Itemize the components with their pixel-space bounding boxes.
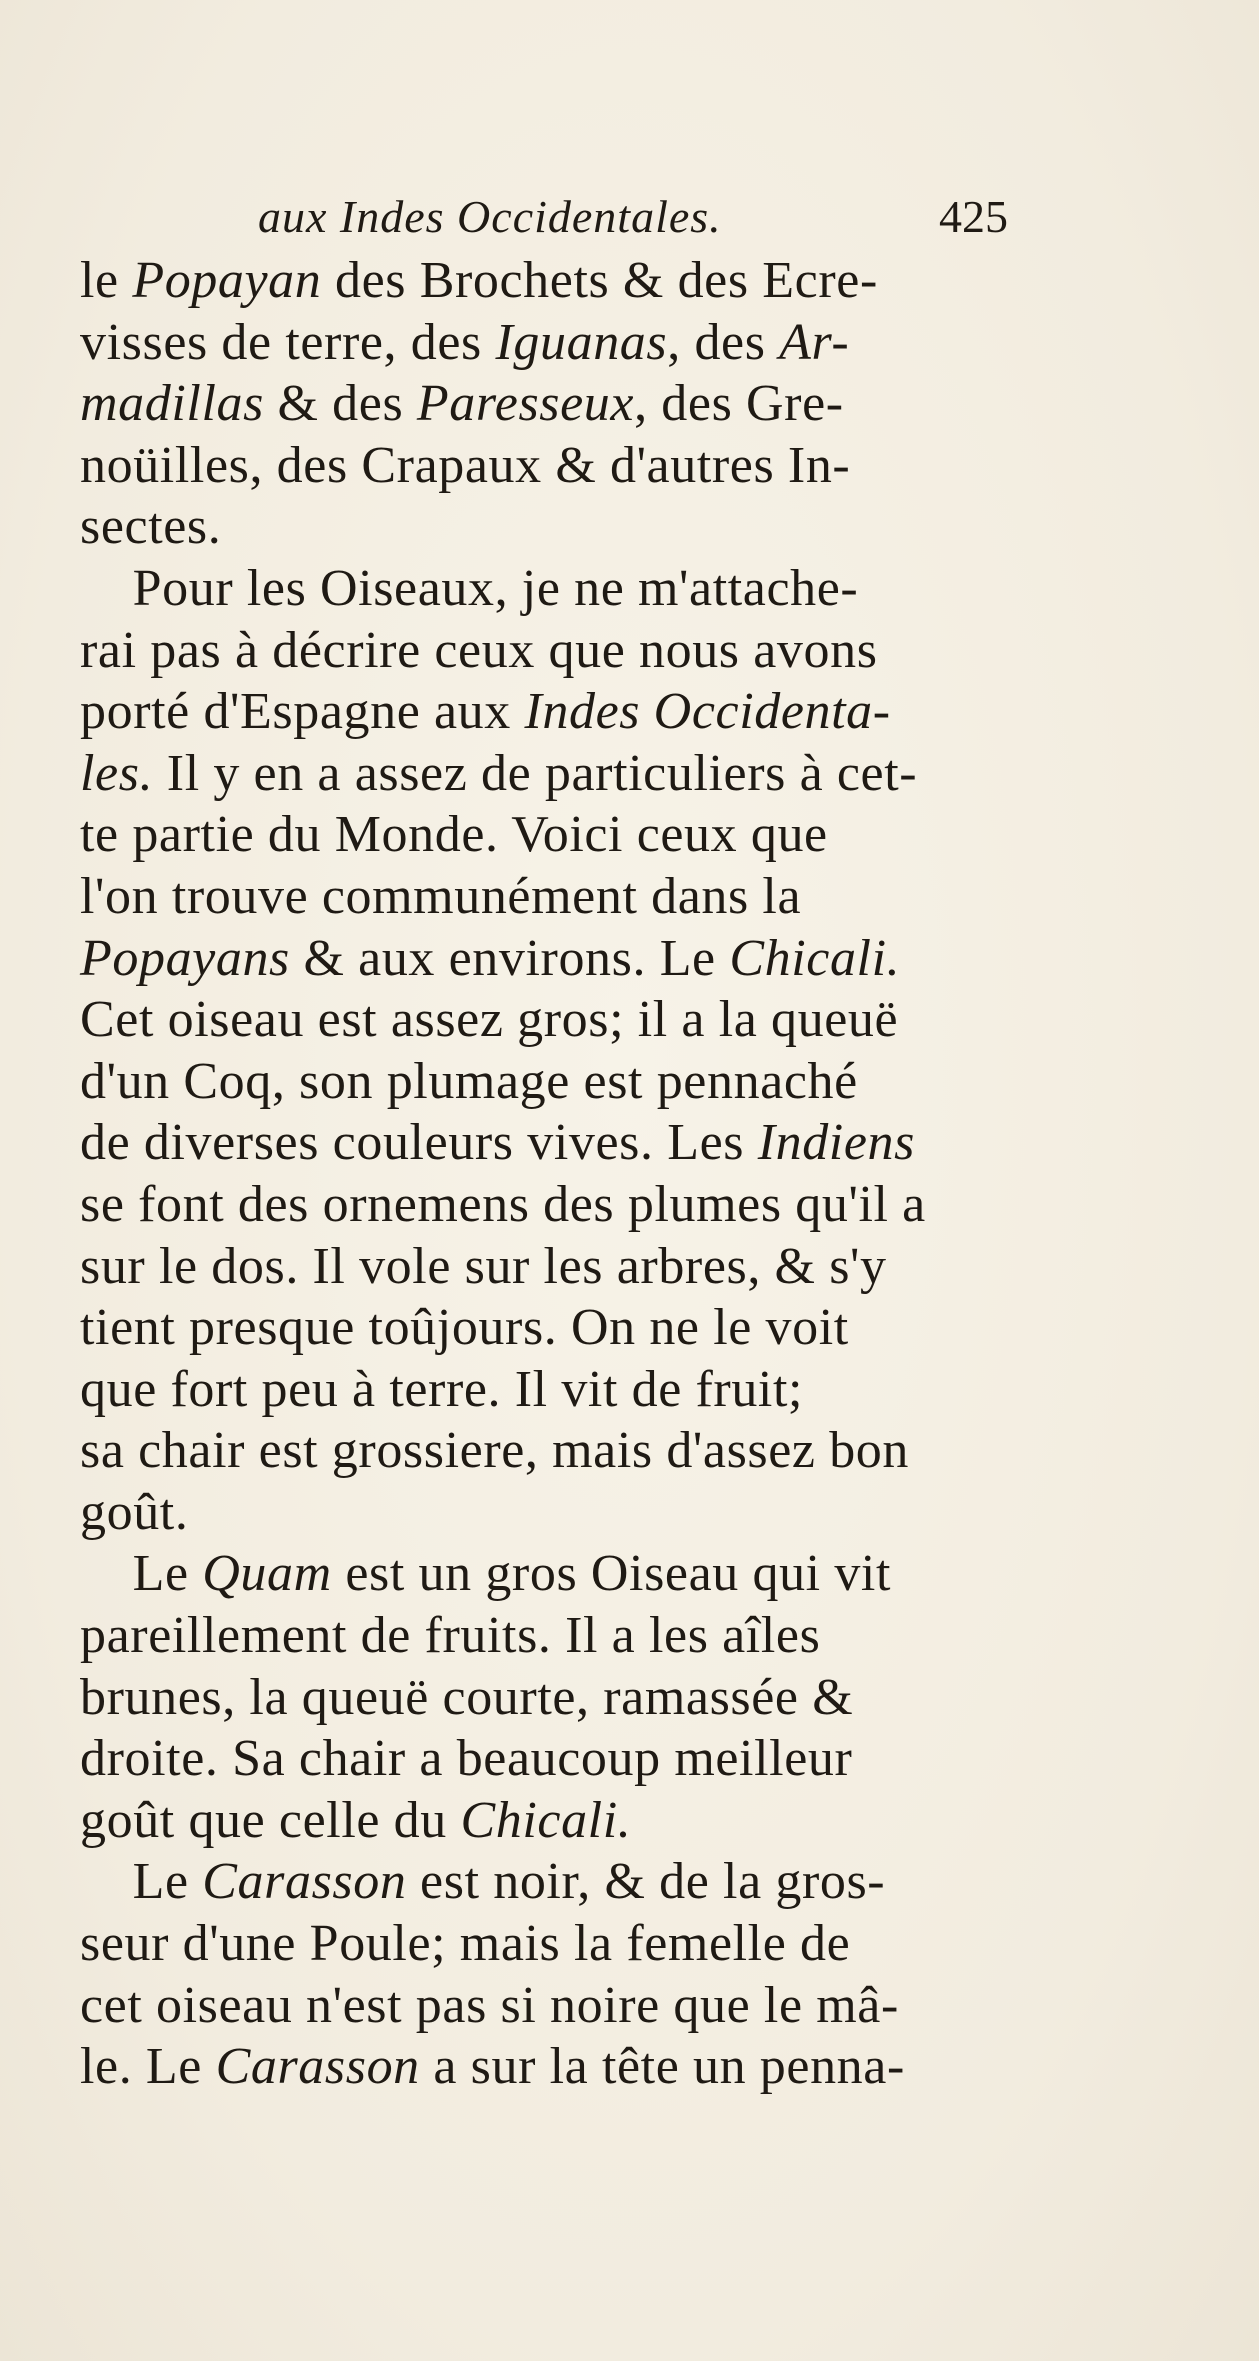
text-line (80, 1236, 1070, 1298)
text-line (80, 1297, 1070, 1359)
text-line (80, 1420, 1070, 1482)
italic-text: Popayan (132, 252, 322, 309)
text-run: noüilles, des Crapaux & d'autres In- (80, 436, 851, 494)
text-line (80, 2036, 1070, 2098)
text-run: porté d'Espagne aux (80, 683, 525, 741)
italic-text: Chicali. (729, 929, 901, 987)
text-run: & des (263, 375, 417, 433)
text-line (80, 1112, 1070, 1174)
text-run: l'on trouve communément dans la (80, 867, 802, 925)
italic-text: Carasson (202, 1853, 407, 1911)
italic-text: Carasson (215, 2038, 420, 2096)
text-line (80, 373, 1070, 435)
italic-text: les. (80, 744, 154, 802)
text-run: le. Le (80, 2038, 216, 2096)
text-run: sectes. (80, 498, 222, 556)
text-run: Cet oiseau est assez gros; il a la queuë (80, 991, 899, 1049)
running-title: aux Indes Occidentales. (258, 191, 722, 242)
text-run: Le (80, 1545, 203, 1603)
text-line (80, 1913, 1070, 1975)
text-run: a sur la tête un penna- (419, 2038, 905, 2096)
text-line (80, 1667, 1070, 1729)
text-run: est un gros Oiseau qui vit (331, 1545, 892, 1603)
italic-text: Popayans (80, 929, 290, 987)
text-line (80, 558, 1070, 620)
text-line (80, 1543, 1070, 1605)
text-line (80, 681, 1070, 743)
text-run: seur d'une Poule; mais la femelle de (80, 1915, 851, 1973)
italic-text: Quam (202, 1545, 332, 1603)
text-line (80, 804, 1070, 866)
text-run: goût que celle du (80, 1791, 461, 1849)
text-run: , des (667, 313, 780, 371)
text-run: droite. Sa chair a beaucoup meilleur (80, 1730, 853, 1788)
text-run: rai pas à décrire ceux que nous avons (80, 621, 878, 679)
text-run: sur le dos. Il vole sur les arbres, & s'y (80, 1237, 887, 1295)
text-run: le (80, 252, 133, 309)
text-run: & aux environs. Le (289, 929, 730, 987)
text-run: pareillement de fruits. Il a les aîles (80, 1607, 821, 1665)
text-line (80, 866, 1070, 928)
text-line (80, 312, 1070, 374)
text-line (80, 1790, 1070, 1852)
text-run: Pour les Oiseaux, je ne m'attache- (80, 559, 859, 617)
text-line (80, 250, 1070, 312)
text-run: goût. (80, 1483, 189, 1541)
italic-text: Ar- (779, 313, 850, 371)
text-run: visses de terre, des (80, 313, 496, 371)
italic-text: Indiens (757, 1114, 915, 1172)
text-line (80, 1605, 1070, 1667)
text-line (80, 1174, 1070, 1236)
text-run: sa chair est grossiere, mais d'assez bon (80, 1422, 910, 1480)
text-run: Le (80, 1853, 203, 1911)
text-run: tient presque toûjours. On ne le voit (80, 1299, 849, 1357)
text-line (80, 989, 1070, 1051)
text-run: se font des ornemens des plumes qu'il a (80, 1175, 926, 1233)
text-run: d'un Coq, son plumage est pennaché (80, 1052, 858, 1110)
italic-text: Indes Occidenta- (524, 683, 891, 741)
italic-text: Paresseux (416, 375, 635, 433)
text-run: brunes, la queuë courte, ramassée & (80, 1668, 854, 1726)
body-text (80, 250, 1070, 2098)
text-line (80, 1359, 1070, 1421)
text-line (80, 435, 1070, 497)
text-line (80, 620, 1070, 682)
italic-text: madillas (80, 375, 264, 433)
text-line (80, 743, 1070, 805)
text-line (80, 496, 1070, 558)
page-number: 425 (939, 191, 1008, 242)
text-line (80, 1975, 1070, 2037)
text-line (80, 1482, 1070, 1544)
text-run: te partie du Monde. Voici ceux que (80, 806, 828, 864)
text-run: Il y en a assez de particuliers à cet- (153, 744, 918, 802)
text-run: cet oiseau n'est pas si noire que le mâ- (80, 1976, 899, 2034)
text-line (80, 1728, 1070, 1790)
text-line (80, 1051, 1070, 1113)
text-run: des Brochets & des Ecre- (321, 252, 878, 309)
text-run: de diverses couleurs vives. Les (80, 1114, 758, 1172)
page-header (258, 190, 1038, 250)
text-run: que fort peu à terre. Il vit de fruit; (80, 1360, 804, 1418)
text-run: , des Gre- (634, 375, 844, 433)
text-run: est noir, & de la gros- (406, 1853, 886, 1911)
text-line (80, 1851, 1070, 1913)
italic-text: Chicali. (460, 1791, 632, 1849)
italic-text: Iguanas (495, 313, 668, 371)
text-line (80, 928, 1070, 990)
